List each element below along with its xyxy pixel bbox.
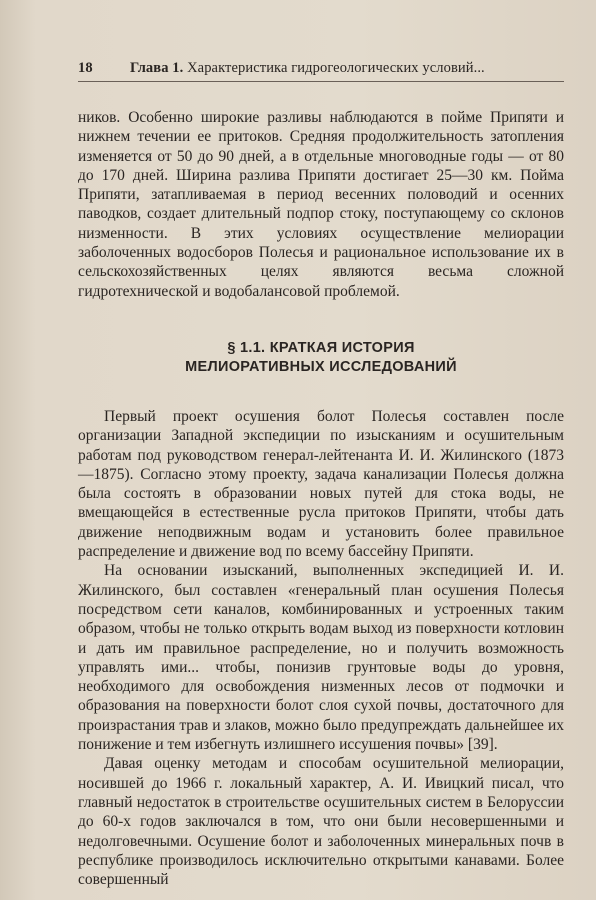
paragraph: Давая оценку методам и способам осушительной мелиорации, носившей до 1966 г. локальный характер, А. И. Ивицкий писал, что главный недостаток в строительстве осушительных систем в Белоруссии до 60-х годов заключался в том, что они были несовершенными и недолговечными. Осушение болот и заболоченных минеральных почв в республике производилось исключительно открытыми канавами. Более совершенный	[78, 755, 564, 889]
body-text-section	[78, 407, 564, 889]
section-heading-line2: МЕЛИОРАТИВНЫХ ИССЛЕДОВАНИЙ	[185, 358, 457, 375]
section-heading-line1: § 1.1. КРАТКАЯ ИСТОРИЯ	[227, 339, 415, 356]
chapter-name: Характеристика гидрогеологических условий...	[187, 60, 485, 76]
chapter-label: Глава 1.	[130, 60, 184, 76]
paragraph: На основании изысканий, выполненных экспедицией И. И. Жилинского, был составлен «генеральный план осушения Полесья посредством сети каналов, комбинированных и устроенных таким образом, чтобы не только открыть водам выход из поверхности котловин и дать им правильное распределение, но и получить возможность управлять ими... чтобы, понизив грунтовые воды до уровня, необходимого для освобождения низменных лесов от подмочки и образования на поверхности болот слоя сухой почвы, достаточного для произрастания трав и злаков, можно было предупреждать дальнейшее их понижение и тем избегнуть излишнего иссушения почвы» [39].	[78, 562, 564, 754]
paragraph: ников. Особенно широкие разливы наблюдаются в пойме Припяти и нижнем течении ее притоков. Средняя продолжительность затопления изменяется от 50 до 90 дней, а в отдельные многоводные годы — от 80 до 170 дней. Ширина разлива Припяти достигает 25—30 км. Пойма Припяти, затапливаемая в период весенних половодий и осенних паводков, создает длительный подпор стоку, поступающему со склонов низменности. В этих условиях осуществление мелиорации заболоченных водосборов Полесья и рациональное использование их в сельскохозяйственных целях являются весьма сложной гидротехнической и водобалансовой проблемой.	[78, 109, 564, 300]
chapter-title	[130, 60, 485, 77]
paragraph: Первый проект осушения болот Полесья составлен после организации Западной экспедиции по изысканиям и осушительным работам под руководством генерал-лейтенанта И. И. Жилинского (1873—1875). Согласно этому проекту, задача канализации Полесья должна была состоять в образовании новых путей для стока воды, не вмещающейся в естественные русла притоков Припяти, чтобы дать движение неподвижным водам и установить более правильное распределение и движение вод по всему бассейну Припяти.	[78, 407, 564, 561]
body-text-top	[78, 108, 564, 301]
section-heading	[78, 339, 564, 377]
page-number: 18	[78, 60, 93, 76]
running-head	[78, 60, 564, 82]
